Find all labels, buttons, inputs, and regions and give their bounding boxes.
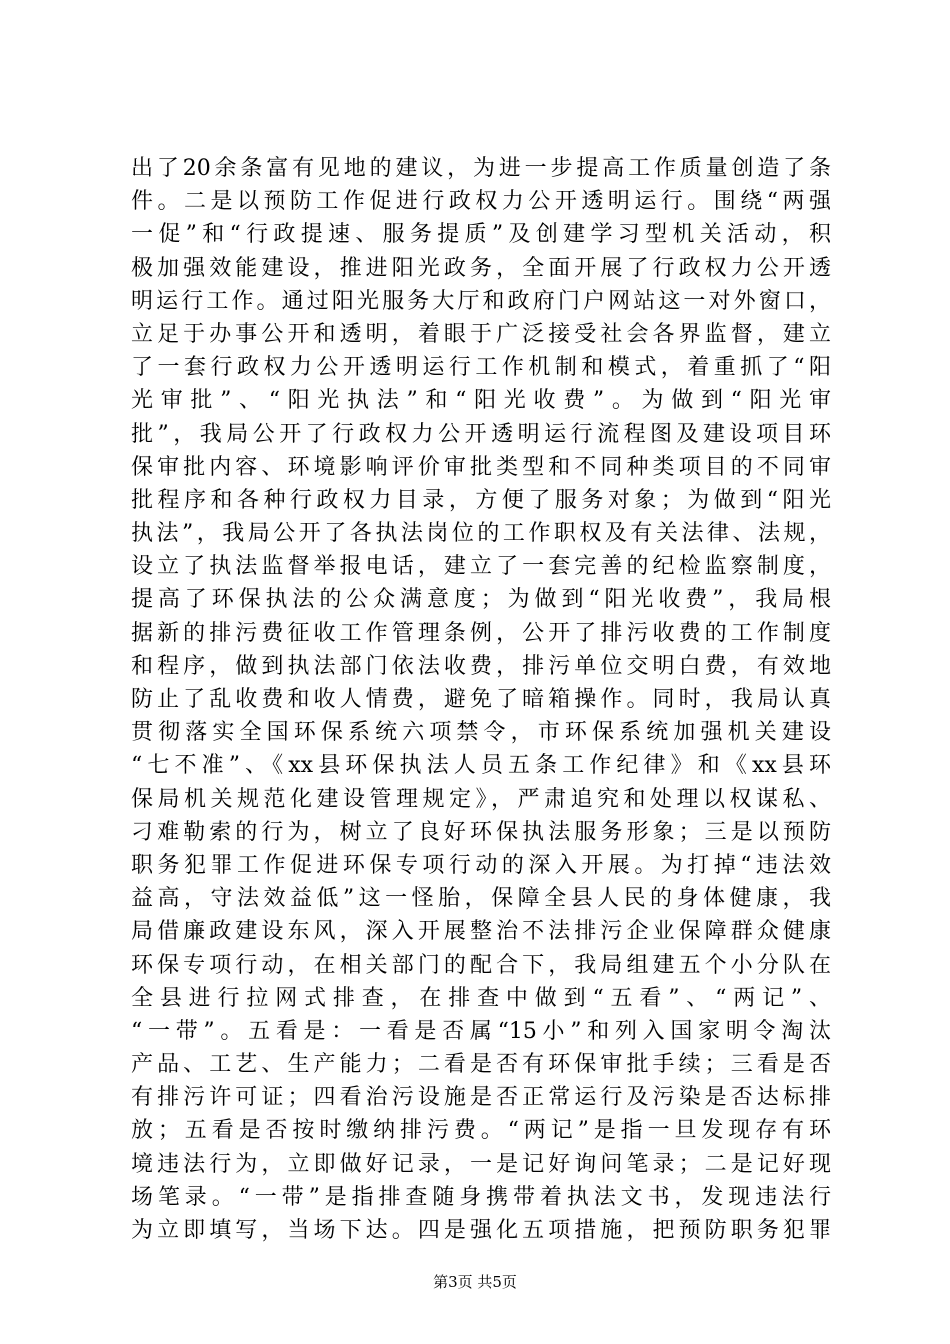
text-line: 放；五看是否按时缴纳排污费。“两记”是指一旦发现存有环: [131, 1118, 831, 1144]
text-line: “一带”。五看是：一看是否属“15小”和列入国家明令淘汰: [131, 1018, 831, 1044]
text-line: 批”，我局公开了行政权力公开透明运行流程图及建设项目环: [131, 421, 831, 447]
body-text: [131, 152, 831, 1247]
text-line: “七不准”、《xx县环保执法人员五条工作纪律》和《xx县环: [131, 753, 831, 779]
text-line: 出了20余条富有见地的建议，为进一步提高工作质量创造了条: [131, 156, 831, 181]
text-line: 立足于办事公开和透明，着眼于广泛接受社会各界监督，建立: [131, 321, 831, 347]
text-line: 环保专项行动，在相关部门的配合下，我局组建五个小分队在: [131, 952, 831, 978]
text-line: 提高了环保执法的公众满意度；为做到“阳光收费”，我局根: [131, 587, 831, 613]
text-line: 设立了执法监督举报电话，建立了一套完善的纪检监察制度，: [131, 554, 831, 580]
text-line: 一促”和“行政提速、服务提质”及创建学习型机关活动，积: [131, 222, 831, 248]
text-line: 极加强效能建设，推进阳光政务，全面开展了行政权力公开透: [131, 255, 831, 281]
page-footer: 第3页 共5页: [433, 1273, 517, 1291]
text-line: 产品、工艺、生产能力；二看是否有环保审批手续；三看是否: [131, 1052, 831, 1078]
text-line: 光审批”、“阳光执法”和“阳光收费”。为做到“阳光审: [131, 388, 831, 414]
text-line: 保审批内容、环境影响评价审批类型和不同种类项目的不同审: [131, 454, 831, 480]
text-line: 为立即填写，当场下达。四是强化五项措施，把预防职务犯罪: [131, 1218, 831, 1243]
text-line: 明运行工作。通过阳光服务大厅和政府门户网站这一对外窗口，: [131, 288, 831, 314]
text-line: 和程序，做到执法部门依法收费，排污单位交明白费，有效地: [131, 653, 831, 679]
text-line: 全县进行拉网式排查，在排查中做到“五看”、“两记”、: [131, 985, 831, 1011]
text-line: 刁难勒索的行为，树立了良好环保执法服务形象；三是以预防: [131, 819, 831, 845]
text-line: 据新的排污费征收工作管理条例，公开了排污收费的工作制度: [131, 620, 831, 646]
text-line: 保局机关规范化建设管理规定》，严肃追究和处理以权谋私、: [131, 786, 831, 812]
text-line: 贯彻落实全国环保系统六项禁令，市环保系统加强机关建设: [131, 720, 831, 746]
text-line: 执法”，我局公开了各执法岗位的工作职权及有关法律、法规，: [131, 521, 831, 547]
text-line: 场笔录。“一带”是指排查随身携带着执法文书，发现违法行: [131, 1184, 831, 1210]
text-line: 批程序和各种行政权力目录，方便了服务对象；为做到“阳光: [131, 487, 831, 513]
text-line: 有排污许可证；四看治污设施是否正常运行及污染是否达标排: [131, 1085, 831, 1111]
text-line: 了一套行政权力公开透明运行工作机制和模式，着重抓了“阳: [131, 355, 831, 381]
text-line: 境违法行为，立即做好记录，一是记好询问笔录；二是记好现: [131, 1151, 831, 1177]
text-line: 局借廉政建设东风，深入开展整治不法排污企业保障群众健康: [131, 919, 831, 945]
text-line: 防止了乱收费和收人情费，避免了暗箱操作。同时，我局认真: [131, 687, 831, 712]
text-line: 件。二是以预防工作促进行政权力公开透明运行。围绕“两强: [131, 189, 831, 215]
text-line: 职务犯罪工作促进环保专项行动的深入开展。为打掉“违法效: [131, 852, 831, 878]
text-line: 益高，守法效益低”这一怪胎，保障全县人民的身体健康，我: [131, 886, 831, 912]
